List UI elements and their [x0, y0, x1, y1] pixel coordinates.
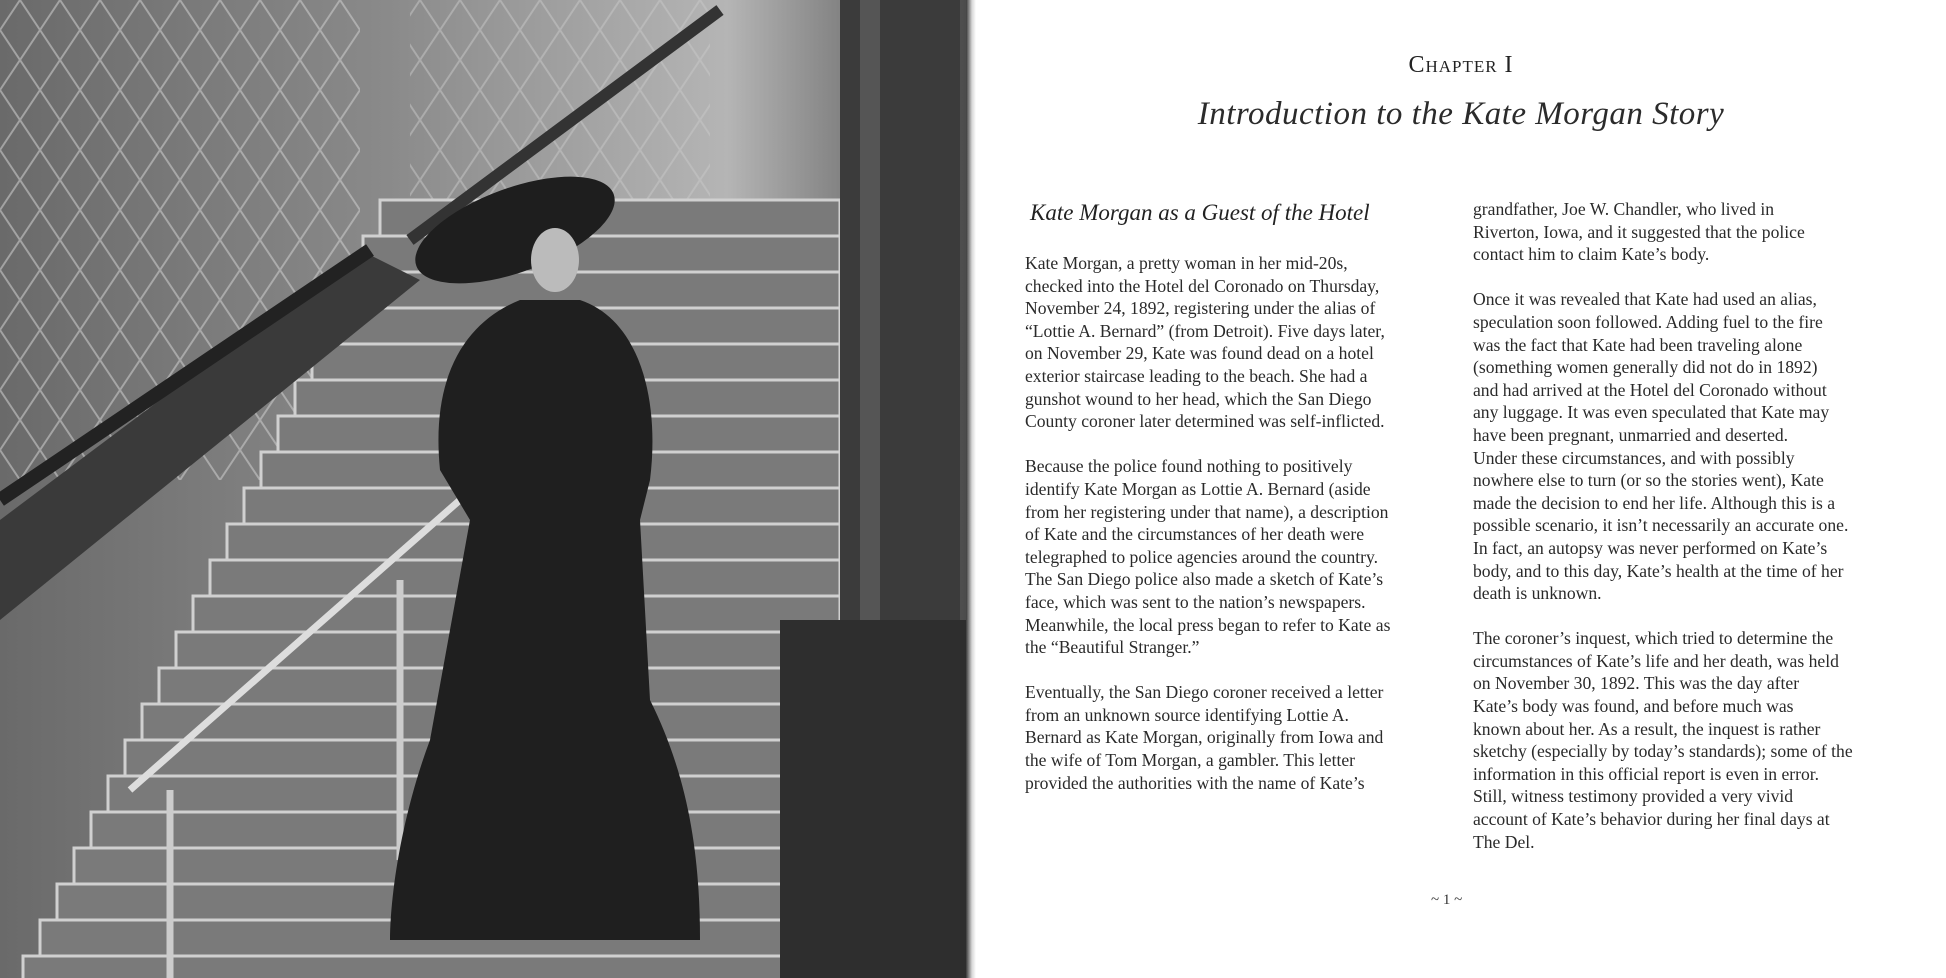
text-line: the wife of Tom Morgan, a gambler. This letter — [1025, 750, 1356, 771]
text-line: from her registering under that name), a description — [1025, 501, 1389, 522]
text-line: of Kate and the circumstances of her death were — [1025, 524, 1365, 545]
paragraph — [1473, 627, 1853, 853]
paragraph — [1025, 252, 1390, 433]
paragraph — [1025, 455, 1390, 658]
text-line: In fact, an autopsy was never performed on Kate’s — [1473, 537, 1828, 558]
text-line: The San Diego police also made a sketch of Kate’s — [1025, 569, 1384, 590]
text-line: Meanwhile, the local press began to refer to Kate as — [1025, 614, 1391, 635]
text-line: circumstances of Kate’s life and her death, was held — [1473, 650, 1839, 671]
paragraph — [1025, 681, 1390, 794]
text-line: grandfather, Joe W. Chandler, who lived in — [1473, 199, 1775, 219]
text-line: account of Kate’s behavior during her final days at — [1473, 809, 1830, 830]
book-gutter — [966, 0, 976, 978]
text-line: any luggage. It was even speculated that Kate may — [1473, 402, 1830, 423]
text-line: known about her. As a result, the inquest is rather — [1473, 718, 1821, 739]
text-line: “Lottie A. Bernard” (from Detroit). Five days later, — [1025, 320, 1385, 341]
text-line: Kate Morgan, a pretty woman in her mid-20s, — [1025, 253, 1348, 273]
text-page — [976, 0, 1946, 978]
paragraph — [1473, 198, 1853, 266]
text-line: exterior staircase leading to the beach. She had a — [1025, 365, 1368, 386]
stair-step — [23, 956, 840, 978]
text-line: (something women generally did not do in 1892) — [1473, 357, 1818, 378]
text-line: face, which was sent to the nation’s newspapers. — [1025, 591, 1366, 612]
text-line: gunshot wound to her head, which the San Diego — [1025, 388, 1372, 409]
chapter-label: Chapter I — [1408, 52, 1514, 78]
text-line: made the decision to end her life. Although this is a — [1473, 492, 1836, 513]
text-line: on November 29, Kate was found dead on a hotel — [1025, 343, 1374, 364]
section-heading: Kate Morgan as a Guest of the Hotel — [1030, 200, 1370, 225]
text-line: nowhere else to turn (or so the stories went), Kate — [1473, 470, 1824, 491]
text-line: Kate’s body was found, and before much was — [1473, 696, 1794, 717]
text-line: information in this official report is even in error. — [1473, 763, 1820, 784]
text-line: death is unknown. — [1473, 583, 1602, 604]
text-line: speculation soon followed. Adding fuel to the fire — [1473, 311, 1823, 332]
text-line: The coroner’s inquest, which tried to determine the — [1473, 628, 1834, 649]
text-line: from an unknown source identifying Lottie A. — [1025, 704, 1349, 725]
chapter-title: Introduction to the Kate Morgan Story — [1197, 96, 1725, 132]
text-line: Bernard as Kate Morgan, originally from Iowa and — [1025, 727, 1384, 748]
text-line: possible scenario, it isn’t necessarily an accurate one. — [1473, 515, 1849, 536]
text-line: Riverton, Iowa, and it suggested that the police — [1473, 221, 1805, 242]
page-number: ~ 1 ~ — [1431, 892, 1463, 908]
text-line: The Del. — [1473, 831, 1535, 852]
paragraph — [1473, 288, 1853, 604]
text-line: November 24, 1892, registering under the alias of — [1025, 298, 1376, 319]
text-line: County coroner later determined was self-inflicted. — [1025, 411, 1385, 432]
text-line: was the fact that Kate had been traveling alone — [1473, 334, 1803, 355]
text-line: the “Beautiful Stranger.” — [1025, 637, 1200, 658]
text-line: telegraphed to police agencies around the country. — [1025, 546, 1379, 567]
left-text-column — [1025, 252, 1390, 817]
right-text-column — [1473, 198, 1853, 876]
text-line: Once it was revealed that Kate had used an alias, — [1473, 289, 1817, 310]
text-line: Still, witness testimony provided a very vivid — [1473, 786, 1794, 807]
text-line: contact him to claim Kate’s body. — [1473, 244, 1710, 265]
stair-step — [346, 272, 840, 308]
text-line: and had arrived at the Hotel del Coronado without — [1473, 379, 1827, 400]
text-line: on November 30, 1892. This was the day after — [1473, 673, 1800, 694]
text-line: provided the authorities with the name of Kate’s — [1025, 772, 1365, 793]
text-line: Because the police found nothing to positively — [1025, 456, 1353, 477]
text-line: have been pregnant, unmarried and deserted. — [1473, 424, 1789, 445]
staircase-photo — [0, 0, 970, 978]
text-line: Eventually, the San Diego coroner received a letter — [1025, 682, 1384, 703]
text-line: checked into the Hotel del Coronado on Thursday, — [1025, 275, 1380, 296]
text-line: sketchy (especially by today’s standards); some of the — [1473, 741, 1853, 762]
text-line: body, and to this day, Kate’s health at the time of her — [1473, 560, 1844, 581]
text-line: identify Kate Morgan as Lottie A. Bernard (aside — [1025, 478, 1371, 499]
text-line: Under these circumstances, and with possibly — [1473, 447, 1795, 468]
